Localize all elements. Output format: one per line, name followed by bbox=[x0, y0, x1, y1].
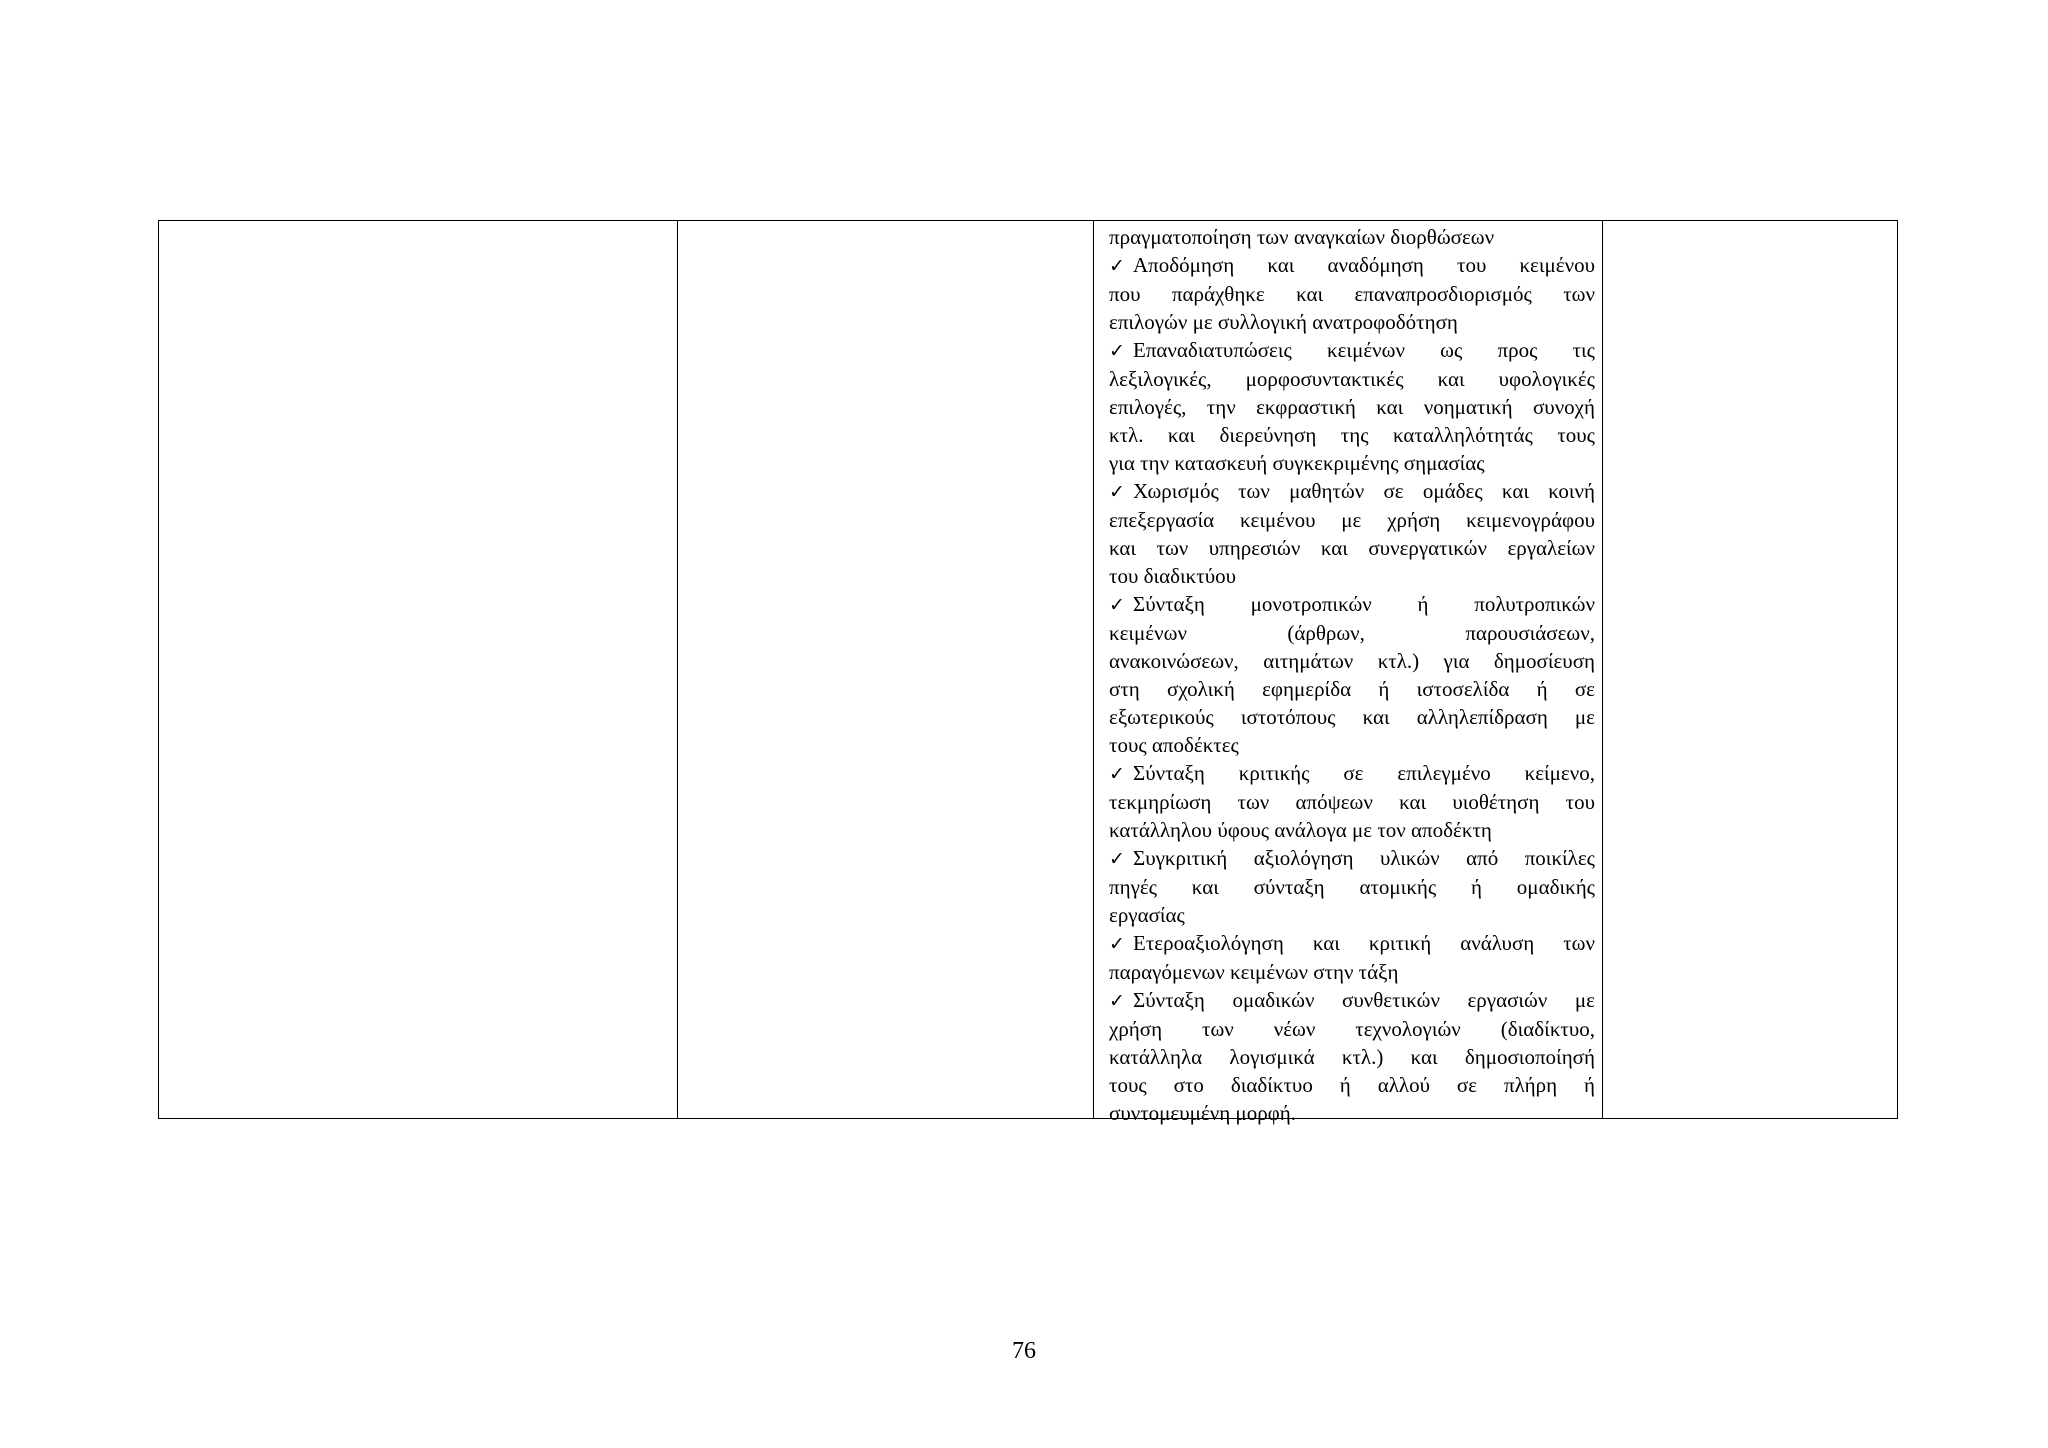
activity-text: εξωτερικούς ιστοτόπους και αλληλεπίδραση με bbox=[1109, 705, 1595, 729]
activity-text: πραγματοποίηση των αναγκαίων διορθώσεων bbox=[1109, 225, 1495, 249]
activity-text: τους στο διαδίκτυο ή αλλού σε πλήρη ή bbox=[1109, 1073, 1595, 1097]
table-cell-column-4 bbox=[1603, 221, 1898, 1119]
activity-text: λεξιλογικές, μορφοσυντακτικές και υφολογικές bbox=[1109, 367, 1595, 391]
page-number: 76 bbox=[1012, 1338, 1036, 1364]
activity-line bbox=[1109, 759, 1595, 788]
activity-text: Χωρισμός των μαθητών σε ομάδες και κοινή bbox=[1133, 479, 1595, 503]
activity-line bbox=[1109, 1015, 1595, 1043]
activity-text: επεξεργασία κειμένου με χρήση κειμενογράφου bbox=[1109, 508, 1595, 532]
activity-line bbox=[1109, 675, 1595, 703]
activity-text: ανακοινώσεων, αιτημάτων κτλ.) για δημοσίευση bbox=[1109, 649, 1595, 673]
check-mark-icon: ✓ bbox=[1109, 848, 1125, 870]
activity-text: κτλ. και διερεύνηση της καταλληλότητάς τους bbox=[1109, 423, 1595, 447]
activity-line bbox=[1109, 562, 1595, 590]
activity-line bbox=[1109, 534, 1595, 562]
activity-line bbox=[1109, 986, 1595, 1015]
check-mark-icon: ✓ bbox=[1109, 481, 1125, 503]
activity-line bbox=[1109, 958, 1595, 986]
activity-line bbox=[1109, 251, 1595, 280]
activity-text: για την κατασκευή συγκεκριμένης σημασίας bbox=[1109, 451, 1485, 475]
activity-line bbox=[1109, 336, 1595, 365]
activity-line bbox=[1109, 703, 1595, 731]
activities-list bbox=[1094, 221, 1602, 1125]
check-mark-icon: ✓ bbox=[1109, 933, 1125, 955]
activity-line bbox=[1109, 873, 1595, 901]
activity-text: Αποδόμηση και αναδόμηση του κειμένου bbox=[1133, 253, 1595, 277]
activity-text: που παράχθηκε και επαναπροσδιορισμός των bbox=[1109, 282, 1595, 306]
activity-line bbox=[1109, 731, 1595, 759]
activity-line bbox=[1109, 929, 1595, 958]
activity-line bbox=[1109, 816, 1595, 844]
activity-text: Συγκριτική αξιολόγηση υλικών από ποικίλες bbox=[1133, 846, 1595, 870]
activity-text: εργασίας bbox=[1109, 903, 1185, 927]
activity-text: κειμένων (άρθρων, παρουσιάσεων, bbox=[1109, 621, 1595, 645]
activity-text: του διαδικτύου bbox=[1109, 564, 1236, 588]
activity-line bbox=[1109, 788, 1595, 816]
activity-line bbox=[1109, 223, 1595, 251]
activity-line bbox=[1109, 1099, 1595, 1127]
activity-text: επιλογών με συλλογική ανατροφοδότηση bbox=[1109, 310, 1458, 334]
activity-text: κατάλληλου ύφους ανάλογα με τον αποδέκτη bbox=[1109, 818, 1492, 842]
activity-line bbox=[1109, 421, 1595, 449]
activity-text: επιλογές, την εκφραστική και νοηματική συνοχή bbox=[1109, 395, 1595, 419]
check-mark-icon: ✓ bbox=[1109, 763, 1125, 785]
activity-text: τεκμηρίωση των απόψεων και υιοθέτηση του bbox=[1109, 790, 1595, 814]
activity-text: Σύνταξη κριτικής σε επιλεγμένο κείμενο, bbox=[1133, 761, 1595, 785]
activity-text: και των υπηρεσιών και συνεργατικών εργαλείων bbox=[1109, 536, 1595, 560]
activity-line bbox=[1109, 619, 1595, 647]
activity-line bbox=[1109, 901, 1595, 929]
activity-line bbox=[1109, 280, 1595, 308]
activity-text: στη σχολική εφημερίδα ή ιστοσελίδα ή σε bbox=[1109, 677, 1595, 701]
activity-line bbox=[1109, 365, 1595, 393]
activity-text: συντομευμένη μορφή. bbox=[1109, 1101, 1297, 1125]
activity-text: Ετεροαξιολόγηση και κριτική ανάλυση των bbox=[1133, 931, 1595, 955]
activity-line bbox=[1109, 647, 1595, 675]
activity-line bbox=[1109, 308, 1595, 336]
activity-line bbox=[1109, 449, 1595, 477]
activity-text: Επαναδιατυπώσεις κειμένων ως προς τις bbox=[1133, 338, 1595, 362]
activity-line bbox=[1109, 844, 1595, 873]
check-mark-icon: ✓ bbox=[1109, 594, 1125, 616]
table-cell-column-2 bbox=[678, 221, 1094, 1119]
activity-text: παραγόμενων κειμένων στην τάξη bbox=[1109, 960, 1399, 984]
activity-line bbox=[1109, 1071, 1595, 1099]
check-mark-icon: ✓ bbox=[1109, 340, 1125, 362]
table-cell-column-1 bbox=[159, 221, 678, 1119]
activity-text: Σύνταξη μονοτροπικών ή πολυτροπικών bbox=[1133, 592, 1595, 616]
activity-line bbox=[1109, 590, 1595, 619]
table-row bbox=[159, 221, 1898, 1119]
activity-text: Σύνταξη ομαδικών συνθετικών εργασιών με bbox=[1133, 988, 1595, 1012]
table-cell-activities bbox=[1094, 221, 1603, 1125]
activity-text: κατάλληλα λογισμικά κτλ.) και δημοσιοποίησή bbox=[1109, 1045, 1595, 1069]
activity-text: χρήση των νέων τεχνολογιών (διαδίκτυο, bbox=[1109, 1017, 1595, 1041]
check-mark-icon: ✓ bbox=[1109, 255, 1125, 277]
check-mark-icon: ✓ bbox=[1109, 990, 1125, 1012]
activity-text: τους αποδέκτες bbox=[1109, 733, 1239, 757]
activity-line bbox=[1109, 477, 1595, 506]
activity-line bbox=[1109, 393, 1595, 421]
activity-line bbox=[1109, 506, 1595, 534]
activity-line bbox=[1109, 1043, 1595, 1071]
curriculum-table bbox=[158, 220, 1898, 1125]
activity-text: πηγές και σύνταξη ατομικής ή ομαδικής bbox=[1109, 875, 1595, 899]
